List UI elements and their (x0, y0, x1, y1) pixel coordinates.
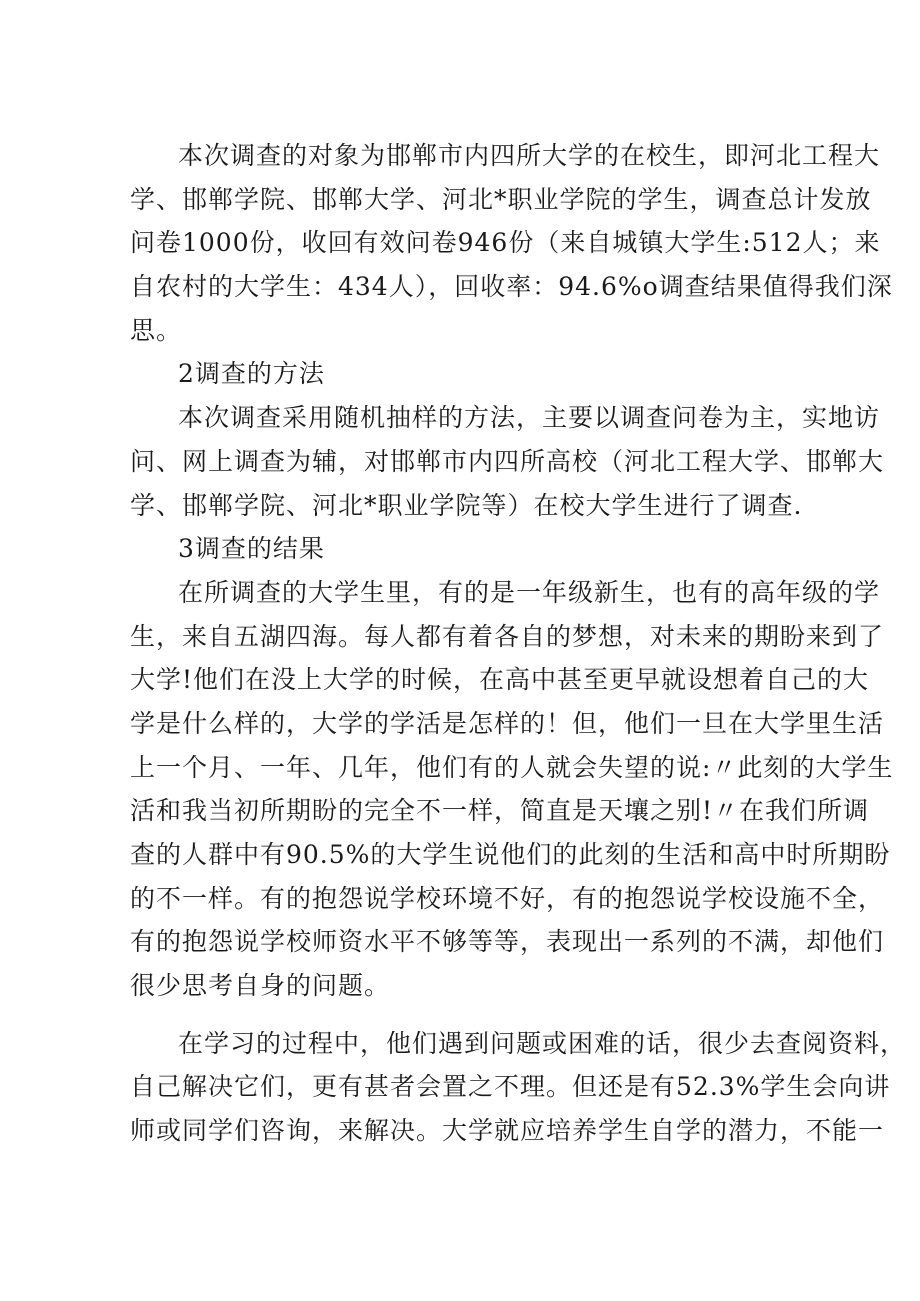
text-line: 在学习的过程中，他们遇到问题或困难的话，很少去查阅资料， (178, 1028, 907, 1058)
text-line: 生，来自五湖四海。每人都有着各自的梦想，对未来的期盼来到了 (130, 621, 885, 651)
text-line: 学、邯郸学院、邯郸大学、河北*职业学院的学生，调查总计发放 (130, 184, 872, 214)
text-line: 有的抱怨说学校师资水平不够等等，表现出一系列的不满，却他们 (130, 927, 885, 957)
text-line: 思。 (130, 315, 183, 345)
text-line: 学、邯郸学院、河北*职业学院等）在校大学生进行了调查. (130, 490, 803, 520)
section-heading-method (130, 352, 810, 396)
section-heading-result (130, 527, 810, 571)
text-line: 查的人群中有90.5%的大学生说他们的此刻的生活和高中时所期盼 (130, 840, 891, 869)
paragraph-survey-method (130, 396, 885, 527)
paragraph-gap (130, 1008, 810, 1022)
text-line: 问卷1000份，收回有效问卷946份（来自城镇大学生:512人；来 (130, 228, 881, 258)
text-line: 问、网上调查为辅，对邯郸市内四所高校（河北工程大学、邯郸大 (130, 446, 885, 476)
text-line: 本次调查采用随机抽样的方法，主要以调查问卷为主，实地访 (178, 403, 881, 433)
document-body (130, 134, 907, 1153)
heading-text: 3调查的结果 (178, 534, 325, 564)
text-line: 活和我当初所期盼的完全不一样，简直是天壤之别!〃在我们所调 (130, 796, 870, 826)
text-line: 在所调查的大学生里，有的是一年级新生，也有的高年级的学 (178, 577, 881, 607)
heading-text: 2调查的方法 (178, 359, 325, 389)
text-line: 本次调查的对象为邯郸市内四所大学的在校生，即河北工程大 (178, 141, 881, 170)
text-line: 大学!他们在没上大学的时候，在高中甚至更早就设想着自己的大 (130, 665, 870, 695)
paragraph-survey-subjects (130, 134, 893, 352)
paragraph-study-habits (130, 1022, 907, 1153)
text-line: 学是什么样的，大学的学活是怎样的！但，他们一旦在大学里生活 (130, 708, 885, 738)
text-line: 很少思考自身的问题。 (130, 971, 391, 1001)
text-line: 的不一样。有的抱怨说学校环境不好，有的抱怨说学校设施不全， (130, 883, 885, 913)
text-line: 师或同学们咨询，来解决。大学就应培养学生自学的潜力，不能一 (130, 1116, 885, 1146)
text-line: 上一个月、一年、几年，他们有的人就会失望的说:〃此刻的大学生 (130, 752, 894, 782)
paragraph-survey-result (130, 571, 894, 1008)
text-line: 自己解决它们，更有甚者会置之不理。但还是有52.3%学生会向讲 (130, 1072, 891, 1102)
text-line: 自农村的大学生：434人），回收率：94.6%o调查结果值得我们深 (130, 272, 893, 302)
